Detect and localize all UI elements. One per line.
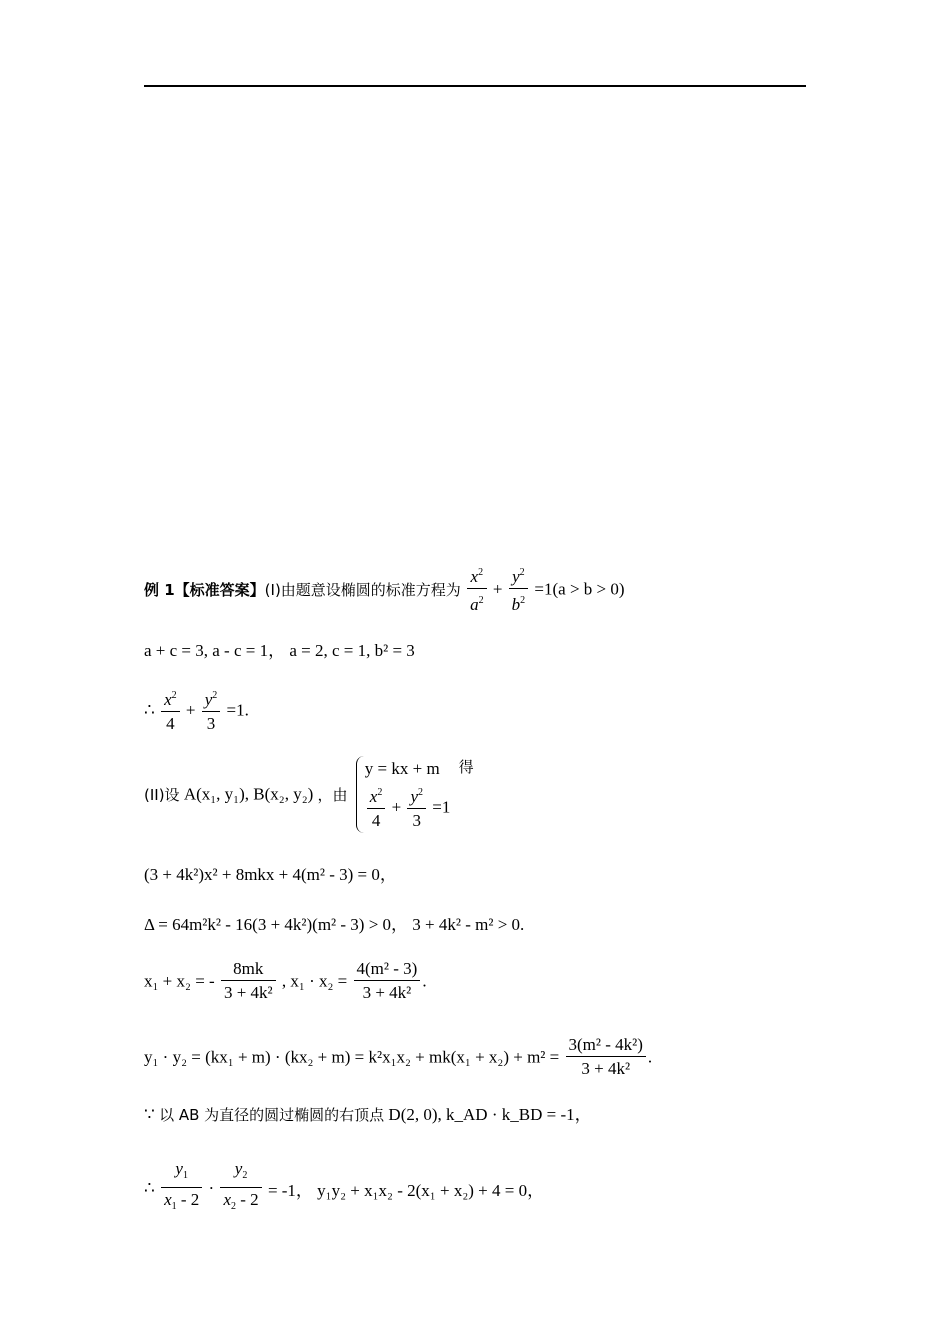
line10-tail: = -1， y₁y₂ + x₁x₂ - 2(x₁ + x₂) + 4 = 0， [267, 1181, 545, 1200]
line9-math: D(2, 0), k_AD · k_BD = -1， [388, 1105, 592, 1124]
line7-b: , x₁ · x₂ = [281, 971, 348, 991]
solution-line-5: (3 + 4k²)x² + 8mkx + 4(m² - 3) = 0， [144, 865, 397, 884]
system-row-2-tail: =1 [432, 797, 451, 817]
solution-line-3: ∴ $\frac{x^2}{4}$ + $\frac{y^2}{3}$ =1. [144, 685, 249, 736]
solution-line-6: Δ = 64m²k² - 16(3 + 4k²)(m² - 3) > 0， 3 + 4k² - m² > 0. [144, 915, 525, 934]
fraction-y2-3: $\frac{y^2}{3}$ [202, 685, 221, 736]
solution-line-1: 例 1【标准答案】(I)由题意设椭圆的标准方程为 $\frac{x^2}{a^2}$ + $\frac{y^2}{b^2}$ =1(a > b > 0) [144, 562, 625, 617]
part1-text: (I)由题意设椭圆的标准方程为 [264, 581, 461, 599]
part2-points: A(x₁, y₁), B(x₂, y₂) [183, 784, 314, 804]
fraction-3m2: $\frac{\text{3(m² - 4k²)}}{\text{3 + 4k²}}$ [566, 1034, 646, 1081]
line7-a: x₁ + x₂ = - [144, 971, 215, 991]
fraction-x2-4: $\frac{x^2}{4}$ [161, 685, 180, 736]
solution-line-7: x₁ + x₂ = - $\frac{8mk}{\text{3 + 4k²}}$ , x₁ · x₂ = $\frac{\text{4(m² - 3)}}{\text{3 + 4k²}}$ . [144, 958, 427, 1005]
fraction-y2: $\frac{y_2}{x_2 - 2}$ [220, 1158, 261, 1219]
solution-line-2: a + c = 3, a - c = 1， a = 2, c = 1, b² = 3 [144, 641, 415, 660]
line8-a: y₁ · y₂ = (kx₁ + m) · (kx₂ + m) = k²x₁x₂ + mk(x₁ + x₂) + m² = [144, 1047, 560, 1067]
part2-label: (II)设 [144, 786, 180, 804]
fraction-y2-b2: $\frac{y^2}{b^2}$ [509, 562, 529, 617]
because-symbol: ∵ [144, 1105, 155, 1124]
std-eq-tail: =1(a > b > 0) [534, 579, 625, 599]
fraction-x2-a2: $\frac{x^2}{a^2}$ [467, 562, 487, 617]
de-text: 得 [458, 758, 474, 776]
fraction-4m2: $\frac{\text{4(m² - 3)}}{\text{3 + 4k²}}$ [354, 958, 421, 1005]
solution-line-4 [144, 756, 474, 833]
header-rule [144, 85, 806, 87]
solution-line-8: y₁ · y₂ = (kx₁ + m) · (kx₂ + m) = k²x₁x₂ + mk(x₁ + x₂) + m² = $\frac{\text{3(m² - 4k²)}}{\text{3 + 4k²}}$ . [144, 1034, 652, 1081]
solution-line-9 [144, 1100, 592, 1125]
fraction-8mk: $\frac{8mk}{\text{3 + 4k²}}$ [221, 958, 276, 1005]
you-text: ，由 [317, 786, 348, 804]
solution-line-10: ∴ $\frac{y_1}{x_1 - 2}$ · $\frac{y_2}{x_2 - 2}$ = -1， y₁y₂ + x₁x₂ - 2(x₁ + x₂) + 4 = 0， [144, 1158, 544, 1219]
line9-text: 以 AB 为直径的圆过椭圆的右顶点 [159, 1106, 385, 1124]
fraction-y1: $\frac{y_1}{x_1 - 2}$ [161, 1158, 202, 1219]
example-label: 例 1【标准答案】 [144, 581, 265, 599]
line3-tail: =1. [226, 700, 249, 720]
equation-system: y = kx + m $\frac{x^2}{4}$ + $\frac{y^2}{3}$ =1 [356, 756, 451, 833]
system-row-1: y = kx + m [364, 759, 440, 778]
